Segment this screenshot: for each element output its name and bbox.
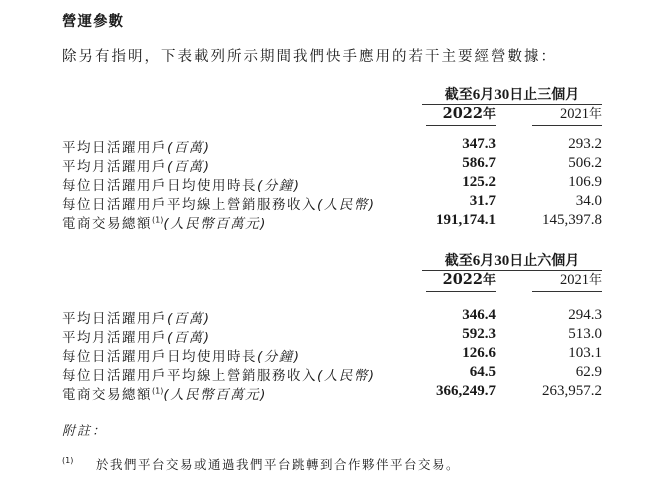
table-row xyxy=(62,383,602,401)
intro-paragraph: 除另有指明，下表載列所示期間我們快手應用的若干主要經營數據： xyxy=(62,49,557,65)
value-2022: 592.3 xyxy=(462,326,496,342)
year-header-2022: 2022年 xyxy=(442,105,496,122)
row-label: 每位日活躍用戶平均線上營銷服務收入(人民幣) xyxy=(62,197,376,213)
year-divider-2021 xyxy=(532,291,602,292)
row-label: 平均月活躍用戶(百萬) xyxy=(62,330,211,346)
value-2022: 347.3 xyxy=(462,136,496,152)
value-2021: 103.1 xyxy=(568,345,602,361)
value-2022: 191,174.1 xyxy=(436,212,496,228)
year-header-2021: 2021年 xyxy=(559,272,602,288)
table-row xyxy=(62,193,602,211)
table-three-months xyxy=(62,84,602,244)
footnote-marker: (1) xyxy=(152,386,164,396)
year-divider-2021 xyxy=(532,125,602,126)
value-2021: 62.9 xyxy=(575,364,602,380)
year-divider-2022 xyxy=(426,125,496,126)
row-label: 平均日活躍用戶(百萬) xyxy=(62,140,211,156)
row-label: 每位日活躍用戶日均使用時長(分鐘) xyxy=(62,178,301,194)
table-row xyxy=(62,307,602,325)
footnote-number: (1) xyxy=(62,456,74,465)
value-2022: 586.7 xyxy=(462,155,496,171)
value-2021: 34.0 xyxy=(575,193,602,209)
value-2021: 513.0 xyxy=(568,326,602,342)
row-label: 每位日活躍用戶平均線上營銷服務收入(人民幣) xyxy=(62,368,376,384)
row-label: 每位日活躍用戶日均使用時長(分鐘) xyxy=(62,349,301,365)
value-2022: 125.2 xyxy=(462,174,496,190)
table-row xyxy=(62,326,602,344)
notes-title: 附註： xyxy=(62,424,108,439)
table-row xyxy=(62,212,602,230)
value-2022: 366,249.7 xyxy=(436,383,496,399)
footnote-text: 於我們平台交易或通過我們平台跳轉到合作夥伴平台交易。 xyxy=(96,457,461,472)
row-label: 電商交易總額$^{(1)}$(人民幣百萬元) xyxy=(62,386,267,403)
value-2021: 145,397.8 xyxy=(542,212,602,228)
table-row xyxy=(62,155,602,173)
period-header: 截至6月30日止三個月 xyxy=(444,87,580,103)
year-header-2022: 2022年 xyxy=(442,271,496,288)
year-divider-2022 xyxy=(426,291,496,292)
table-row xyxy=(62,345,602,363)
value-2021: 294.3 xyxy=(568,307,602,323)
value-2022: 31.7 xyxy=(469,193,496,209)
value-2021: 506.2 xyxy=(568,155,602,171)
table-row xyxy=(62,136,602,154)
value-2021: 293.2 xyxy=(568,136,602,152)
row-label: 電商交易總額$^{(1)}$(人民幣百萬元) xyxy=(62,215,267,232)
value-2021: 263,957.2 xyxy=(542,383,602,399)
row-label: 平均日活躍用戶(百萬) xyxy=(62,311,211,327)
period-header: 截至6月30日止六個月 xyxy=(444,253,580,269)
year-header-2021: 2021年 xyxy=(559,106,602,122)
section-heading: 營運參數 xyxy=(62,14,124,30)
value-2022: 346.4 xyxy=(462,307,496,323)
footnote-marker: (1) xyxy=(152,215,164,225)
row-label: 平均月活躍用戶(百萬) xyxy=(62,159,211,175)
value-2021: 106.9 xyxy=(568,174,602,190)
table-row xyxy=(62,364,602,382)
value-2022: 64.5 xyxy=(469,364,496,380)
table-six-months xyxy=(62,250,602,410)
table-row xyxy=(62,174,602,192)
value-2022: 126.6 xyxy=(462,345,496,361)
